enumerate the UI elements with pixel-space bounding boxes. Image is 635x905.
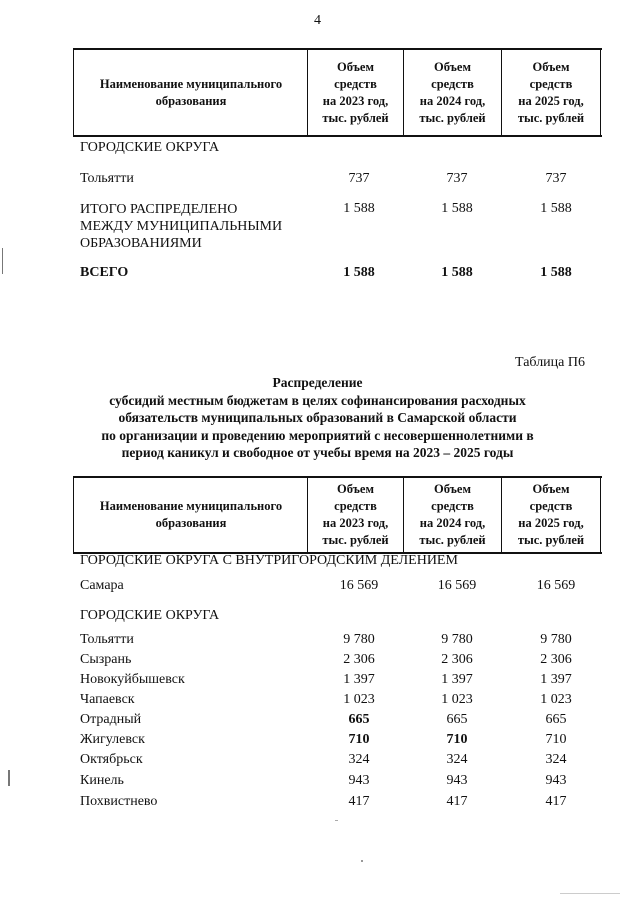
table1-cell-2024: 737 [446, 171, 468, 186]
header-line: средств [334, 499, 377, 513]
table1-header-2025 [502, 50, 600, 135]
table2-cell-2025: 417 [545, 794, 567, 809]
caption-line: субсидий местным бюджетам в целях софинансирования расходных [109, 392, 526, 408]
scan-artifact-dot [335, 820, 338, 821]
table2-header-name: Наименование муниципального образования [99, 499, 283, 530]
table1-total-2024: 1 588 [441, 265, 473, 280]
table2-cell-2025: 665 [545, 712, 567, 727]
table2-cell-2025: 9 780 [540, 632, 572, 647]
header-line: Объем [336, 59, 374, 74]
header-line: тыс. рублей [419, 110, 486, 125]
header-line: на 2024 год, [419, 516, 486, 530]
table2-cell-2024: 16 569 [437, 578, 477, 593]
scan-artifact-line [560, 893, 620, 894]
table2-cell-2024: 1 397 [441, 672, 473, 687]
table1-cell-2025: 737 [545, 171, 567, 186]
header-line: Объем [532, 59, 570, 74]
table2-cell-2025: 16 569 [536, 578, 576, 593]
header-line: Объем [336, 482, 374, 496]
table2-cell-2023: 1 397 [343, 672, 375, 687]
itogo-line: ОБРАЗОВАНИЯМИ [80, 236, 202, 251]
table1-total-2023: 1 588 [343, 265, 375, 280]
table1-row-name: Тольятти [80, 171, 134, 186]
header-line: Объем [532, 482, 570, 496]
table2-row-name: Октябрьск [80, 752, 143, 767]
header-line: на 2023 год, [322, 93, 389, 108]
table2-row-name: Самара [80, 578, 124, 593]
caption-line: период каникул и свободное от учебы время на 2023 – 2025 годы [121, 445, 514, 460]
table1-cell-2024: 1 588 [441, 201, 473, 216]
caption-line: Распределение [272, 375, 363, 390]
table2-row-name: Кинель [80, 773, 124, 788]
header-line: тыс. рублей [517, 533, 585, 547]
header-line: тыс. рублей [322, 110, 389, 125]
table2-header [73, 476, 602, 554]
table2-cell-2025: 710 [545, 732, 567, 747]
table2-cell-2025: 2 306 [540, 652, 572, 667]
table2-row-name: Новокуйбышевск [80, 672, 185, 687]
table1-header-2023 [308, 50, 403, 135]
header-line: тыс. рублей [419, 533, 486, 547]
table2-cell-2023: 16 569 [339, 578, 379, 593]
header-line: средств [334, 76, 377, 91]
table2-row-name: Чапаевск [80, 692, 135, 707]
table2-cell-2023: 710 [348, 732, 370, 747]
header-line: тыс. рублей [322, 533, 389, 547]
table2-cell-2024: 2 306 [441, 652, 473, 667]
table1-section-label: ГОРОДСКИЕ ОКРУГА [80, 140, 220, 155]
table2-cell-2023: 417 [348, 794, 370, 809]
table2-caption [0, 374, 635, 462]
table1-cell-2023: 737 [348, 171, 370, 186]
table2-cell-2023: 324 [348, 752, 370, 767]
table1-header-name: Наименование муниципального образования [99, 76, 283, 108]
table1-cell-2023: 1 588 [343, 201, 375, 216]
table2-section-label: ГОРОДСКИЕ ОКРУГА С ВНУТРИГОРОДСКИМ ДЕЛЕНИЕМ [80, 553, 458, 568]
table1-cell-2025: 1 588 [540, 201, 572, 216]
caption-line: по организации и проведению мероприятий с несовершеннолетними в [101, 427, 534, 443]
table1-header-2024 [404, 50, 501, 135]
itogo-line: ИТОГО РАСПРЕДЕЛЕНО [80, 202, 238, 217]
table1-itogo-name [80, 201, 282, 252]
table1-header [73, 48, 602, 137]
table2-cell-2024: 665 [446, 712, 468, 727]
header-line: средств [431, 499, 474, 513]
table2-header-2023 [308, 478, 403, 552]
header-line: средств [431, 76, 474, 91]
table2-row-name: Сызрань [80, 652, 132, 667]
itogo-line: МЕЖДУ МУНИЦИПАЛЬНЫМИ [80, 219, 283, 234]
table2-cell-2023: 9 780 [343, 632, 375, 647]
page-number: 4 [314, 13, 321, 28]
header-line: на 2023 год, [322, 516, 389, 530]
table2-cell-2025: 1 023 [540, 692, 572, 707]
table2-cell-2025: 1 397 [540, 672, 572, 687]
table2-header-2025 [502, 478, 600, 552]
caption-line: обязательств муниципальных образований в Самарской области [118, 410, 517, 425]
header-line: на 2025 год, [518, 93, 584, 108]
table2-cell-2024: 324 [446, 752, 468, 767]
table2-section-label: ГОРОДСКИЕ ОКРУГА [80, 608, 220, 623]
table2-cell-2023: 2 306 [343, 652, 375, 667]
table2-cell-2024: 710 [446, 732, 468, 747]
header-line: Объем [433, 59, 471, 74]
table2-row-name: Отрадный [80, 712, 142, 727]
table2-row-name: Жигулевск [80, 732, 145, 747]
header-line: средств [529, 76, 573, 91]
table1-total-name: ВСЕГО [80, 265, 129, 280]
table2-cell-2025: 324 [545, 752, 567, 767]
table2-cell-2024: 1 023 [441, 692, 473, 707]
table2-cell-2023: 943 [348, 773, 370, 788]
scan-artifact-mark [2, 248, 3, 274]
table2-cell-2023: 1 023 [343, 692, 375, 707]
table2-cell-2024: 943 [446, 773, 468, 788]
scan-artifact-mark [8, 770, 10, 786]
header-line: тыс. рублей [517, 110, 585, 125]
header-line: на 2025 год, [518, 516, 584, 530]
header-line: средств [529, 499, 573, 513]
header-line: Объем [433, 482, 471, 496]
table1-total-2025: 1 588 [540, 265, 572, 280]
table-label: Таблица П6 [515, 355, 585, 370]
header-line: на 2024 год, [419, 93, 486, 108]
table2-cell-2025: 943 [545, 773, 567, 788]
table2-header-2024 [404, 478, 501, 552]
table2-cell-2024: 417 [446, 794, 468, 809]
table2-cell-2024: 9 780 [441, 632, 473, 647]
scan-artifact-dot [361, 860, 363, 862]
table2-row-name: Похвистнево [80, 794, 158, 809]
table2-row-name: Тольятти [80, 632, 134, 647]
table2-cell-2023: 665 [348, 712, 370, 727]
